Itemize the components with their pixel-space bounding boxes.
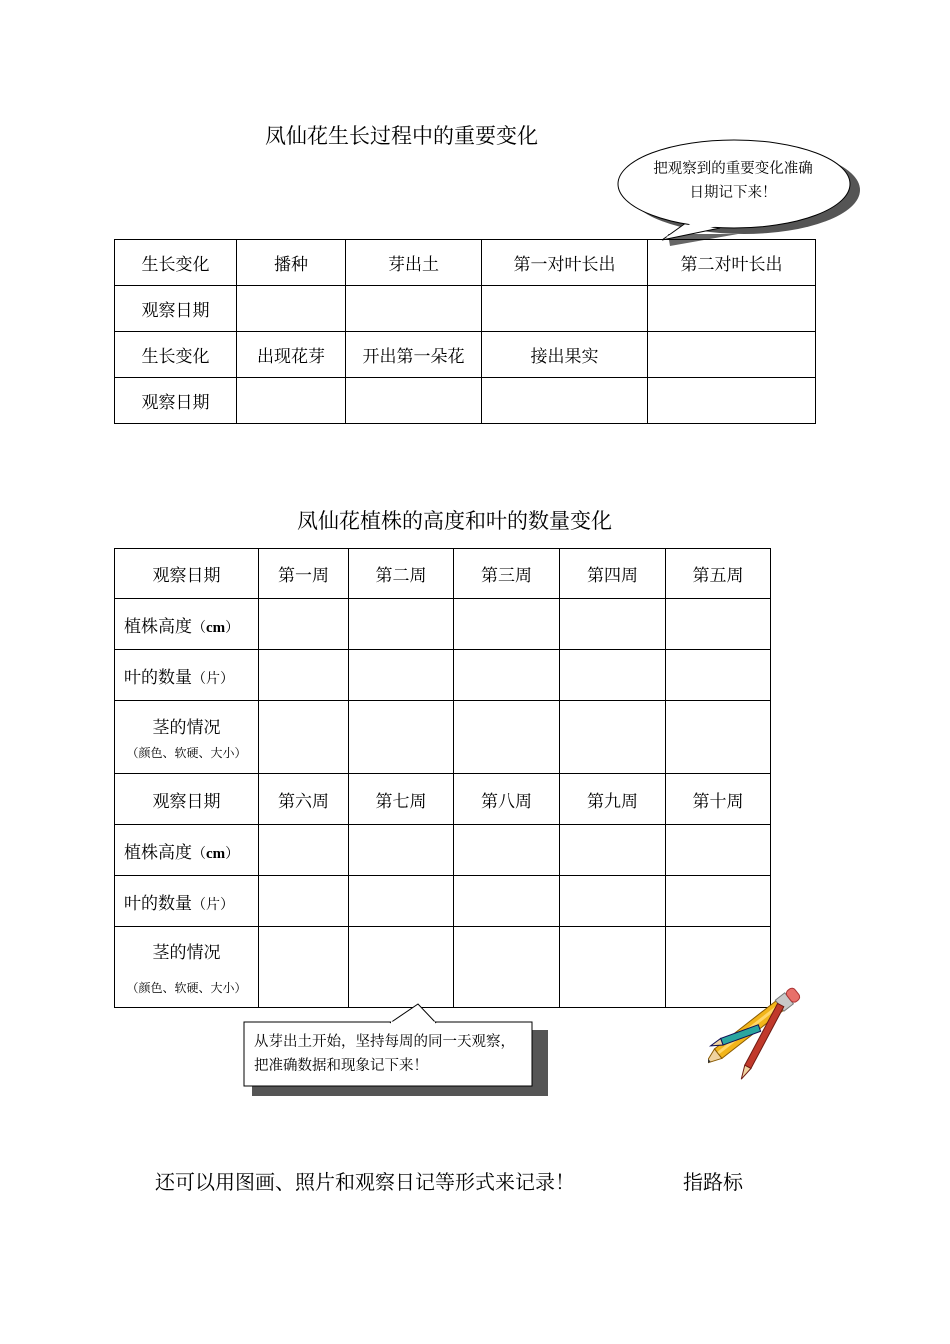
table-cell[interactable] xyxy=(560,599,666,650)
table-cell[interactable] xyxy=(454,701,560,774)
week-header: 第一周 xyxy=(259,549,349,599)
table-cell: 出现花芽 xyxy=(237,332,346,378)
table-row xyxy=(115,927,771,1008)
week-header: 第五周 xyxy=(666,549,771,599)
table-row xyxy=(115,378,816,424)
table-row xyxy=(115,701,771,774)
table-cell: 接出果实 xyxy=(482,332,648,378)
table-cell: 开出第一朵花 xyxy=(346,332,482,378)
table-cell[interactable] xyxy=(560,650,666,701)
table-cell[interactable] xyxy=(349,927,454,1008)
table-cell: 第二对叶长出 xyxy=(648,240,816,286)
table-cell: 第一对叶长出 xyxy=(482,240,648,286)
row-label-date: 观察日期 xyxy=(115,549,259,599)
row-label-height: 植株高度（cm） xyxy=(115,825,259,876)
row-label-stem: 茎的情况 （颜色、软硬、大小） xyxy=(115,701,259,774)
table-row xyxy=(115,549,771,599)
table-cell[interactable] xyxy=(349,650,454,701)
table-cell[interactable] xyxy=(666,599,771,650)
row-label-stem: 茎的情况 （颜色、软硬、大小） xyxy=(115,927,259,1008)
callout-text: 从芽出土开始，坚持每周的同一天观察，把准确数据和现象记下来！ xyxy=(254,1034,515,1074)
table-cell[interactable] xyxy=(648,332,816,378)
table-cell[interactable] xyxy=(259,927,349,1008)
week-header: 第八周 xyxy=(454,774,560,825)
table-cell: 芽出土 xyxy=(346,240,482,286)
table-row xyxy=(115,332,816,378)
table-cell[interactable] xyxy=(560,927,666,1008)
table-cell[interactable] xyxy=(648,378,816,424)
week-header: 第九周 xyxy=(560,774,666,825)
table-cell[interactable] xyxy=(259,825,349,876)
table-cell[interactable] xyxy=(346,286,482,332)
table-cell[interactable] xyxy=(237,286,346,332)
row-label-leaves: 叶的数量（片） xyxy=(115,650,259,701)
table-row xyxy=(115,286,816,332)
week-header: 第六周 xyxy=(259,774,349,825)
week-header: 第十周 xyxy=(666,774,771,825)
height-leaves-table xyxy=(114,548,771,1008)
table-cell[interactable] xyxy=(560,825,666,876)
table-cell[interactable] xyxy=(666,650,771,701)
footer-link[interactable]: 指路标 xyxy=(683,1170,743,1194)
table-cell[interactable] xyxy=(454,876,560,927)
table-row xyxy=(115,599,771,650)
table-cell[interactable] xyxy=(349,701,454,774)
table-row xyxy=(115,876,771,927)
week-header: 第七周 xyxy=(349,774,454,825)
table-cell[interactable] xyxy=(482,286,648,332)
table-cell[interactable] xyxy=(560,701,666,774)
growth-changes-table xyxy=(114,239,816,424)
table-cell[interactable] xyxy=(346,378,482,424)
table-cell[interactable] xyxy=(259,599,349,650)
table-cell[interactable] xyxy=(259,701,349,774)
table-cell[interactable] xyxy=(259,650,349,701)
row-label-height: 植株高度（cm） xyxy=(115,599,259,650)
table-row xyxy=(115,774,771,825)
table-cell[interactable] xyxy=(454,599,560,650)
table-cell: 生长变化 xyxy=(115,332,237,378)
table-cell: 观察日期 xyxy=(115,378,237,424)
table-cell[interactable] xyxy=(482,378,648,424)
row-label-date: 观察日期 xyxy=(115,774,259,825)
table-cell: 生长变化 xyxy=(115,240,237,286)
section2-title: 凤仙花植株的高度和叶的数量变化 xyxy=(297,509,612,533)
table-row xyxy=(115,650,771,701)
table-cell: 播种 xyxy=(237,240,346,286)
week-header: 第四周 xyxy=(560,549,666,599)
section1-title: 凤仙花生长过程中的重要变化 xyxy=(265,124,538,148)
week-header: 第三周 xyxy=(454,549,560,599)
table-cell: 观察日期 xyxy=(115,286,237,332)
table-cell[interactable] xyxy=(666,825,771,876)
table-cell[interactable] xyxy=(237,378,346,424)
table-cell[interactable] xyxy=(454,650,560,701)
table-cell[interactable] xyxy=(666,701,771,774)
week-header: 第二周 xyxy=(349,549,454,599)
table-cell[interactable] xyxy=(454,825,560,876)
row-label-leaves: 叶的数量（片） xyxy=(115,876,259,927)
pencils-icon xyxy=(708,970,818,1080)
table-row xyxy=(115,240,816,286)
table-cell[interactable] xyxy=(349,825,454,876)
table-row xyxy=(115,825,771,876)
table-cell[interactable] xyxy=(666,876,771,927)
table-cell[interactable] xyxy=(349,876,454,927)
footer-text: 还可以用图画、照片和观察日记等形式来记录！ xyxy=(155,1170,575,1194)
table-cell[interactable] xyxy=(648,286,816,332)
table-cell[interactable] xyxy=(454,927,560,1008)
table-cell[interactable] xyxy=(349,599,454,650)
table-cell[interactable] xyxy=(259,876,349,927)
table-cell[interactable] xyxy=(560,876,666,927)
bubble-text: 把观察到的重要变化准确日期记下来！ xyxy=(653,161,813,201)
